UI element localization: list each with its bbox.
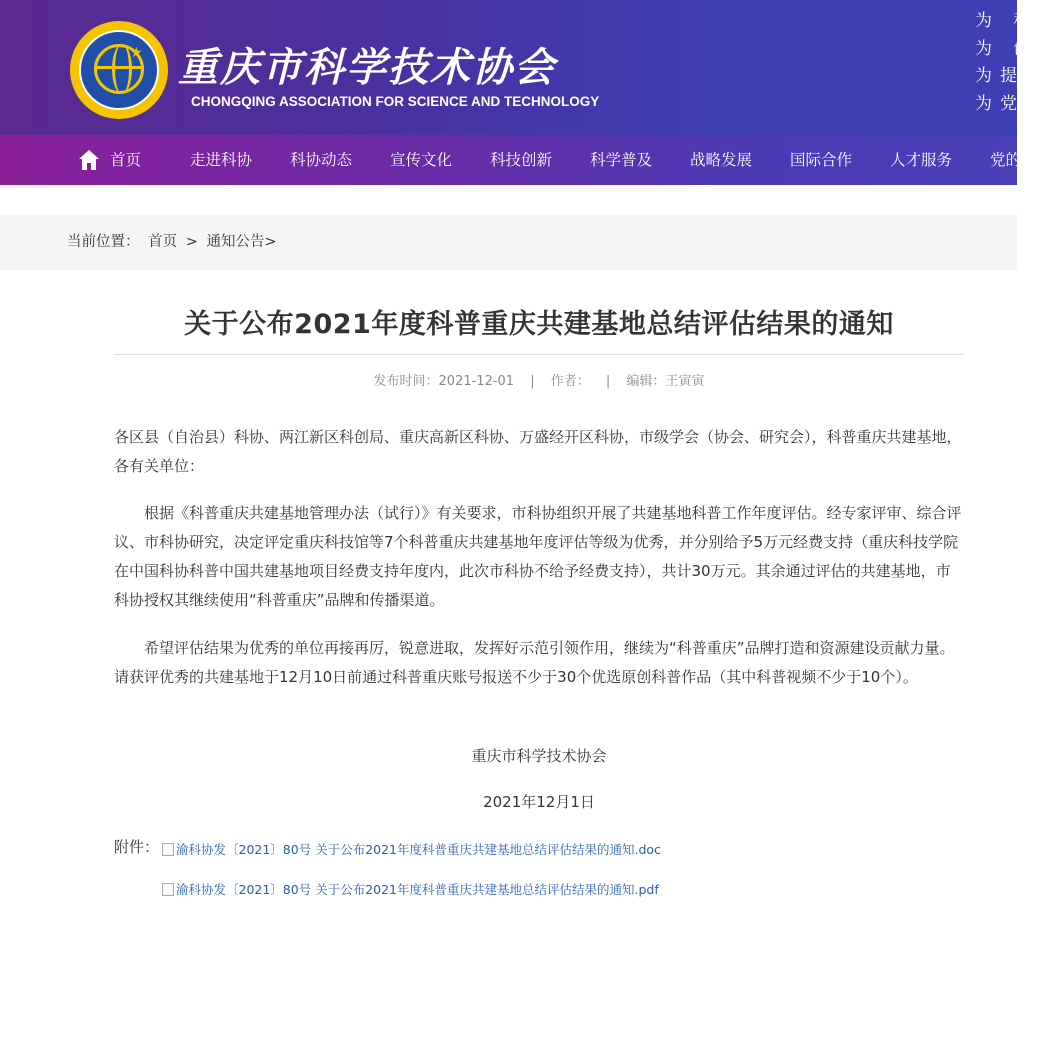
article-paragraph: 各区县（自治县）科协、两江新区科创局、重庆高新区科协、万盛经开区科协，市级学会（协会、研究会），科普重庆共建基地，各有关单位：	[114, 428, 962, 475]
breadcrumb	[0, 215, 1017, 270]
nav-item-home[interactable]: 首页	[110, 151, 142, 169]
signature-date: 2021年12月1日	[483, 793, 595, 811]
breadcrumb-current-link[interactable]: 通知公告>	[206, 234, 277, 250]
publish-date: 发布时间：2021-12-01	[373, 374, 515, 389]
nav-item-about[interactable]: 走进科协	[190, 151, 253, 169]
attachment-link-pdf[interactable]	[162, 880, 659, 898]
article-title: 关于公布2021年度科普重庆共建基地总结评估结果的通知	[184, 309, 894, 340]
nav-item-culture[interactable]: 宣传文化	[390, 151, 453, 169]
nav-item-party[interactable]: 党的	[990, 151, 1022, 169]
article-meta	[114, 370, 964, 389]
slogan-line: 为党	[975, 93, 1025, 114]
nav-item-international[interactable]: 国际合作	[790, 151, 853, 169]
author: 作者：	[550, 374, 590, 389]
main-nav	[0, 135, 1022, 185]
site-title-en: CHONGQING ASSOCIATION FOR SCIENCE AND TECHNOLOGY	[191, 94, 600, 109]
nav-item-talent[interactable]: 人才服务	[890, 151, 953, 169]
cast-logo-icon[interactable]: ★	[70, 21, 168, 119]
article-paragraph: 根据《科普重庆共建基地管理办法（试行）》有关要求，市科协组织开展了共建基地科普工作年度评估。经专家评审、综合评议、市科协研究，决定评定重庆科技馆等7个科普重庆共建基地年度评估等级为优秀，并分别给予5万元经费支持（重庆科技学院在中国科协科普中国共建基地项目经费支持年度内，此次市科协不给予经费支持），共计30万元。其余通过评估的共建基地，市科协授权其继续使用“科普重庆”品牌和传播渠道。	[114, 504, 962, 609]
slogan-line: 为 科	[975, 11, 1038, 31]
breadcrumb-prefix: 当前位置：	[67, 234, 140, 250]
breadcrumb-separator: >	[185, 234, 198, 250]
attachment-link-doc[interactable]	[162, 840, 661, 858]
nav-item-strategy[interactable]: 战略发展	[690, 151, 753, 169]
editor: 编辑：王寅寅	[626, 374, 705, 389]
meta-separator: |	[530, 374, 535, 389]
meta-separator: |	[605, 374, 611, 389]
nav-item-innovation[interactable]: 科技创新	[490, 151, 553, 169]
site-title[interactable]: 重庆市科学技术协会	[178, 44, 556, 91]
attachment-filename: 渝科协发〔2021〕80号 关于公布2021年度科普重庆共建基地总结评估结果的通知.doc	[176, 842, 661, 857]
nav-item-news[interactable]: 科协动态	[290, 151, 353, 169]
attachments-label: 附件：	[114, 838, 160, 856]
file-icon	[162, 883, 174, 896]
nav-item-popularization[interactable]: 科学普及	[590, 151, 653, 169]
slogan-line: 为 创	[975, 38, 1038, 59]
site-header	[0, 0, 1038, 135]
article-paragraph: 希望评估结果为优秀的单位再接再厉，锐意进取，发挥好示范引领作用，继续为“科普重庆”品牌打造和资源建设贡献力量。请获评优秀的共建基地于12月10日前通过科普重庆账号报送不少于30个优选原创科普作品（其中科普视频不少于10个）。	[114, 639, 955, 686]
title-divider	[114, 354, 964, 355]
file-icon	[162, 843, 174, 856]
slogan-line: 为提	[975, 66, 1025, 86]
breadcrumb-home-link[interactable]: 首页	[148, 234, 178, 250]
home-icon[interactable]	[78, 149, 100, 171]
attachment-filename: 渝科协发〔2021〕80号 关于公布2021年度科普重庆共建基地总结评估结果的通知.pdf	[176, 882, 659, 897]
signature: 重庆市科学技术协会	[471, 747, 607, 765]
slogan	[975, 8, 1038, 118]
